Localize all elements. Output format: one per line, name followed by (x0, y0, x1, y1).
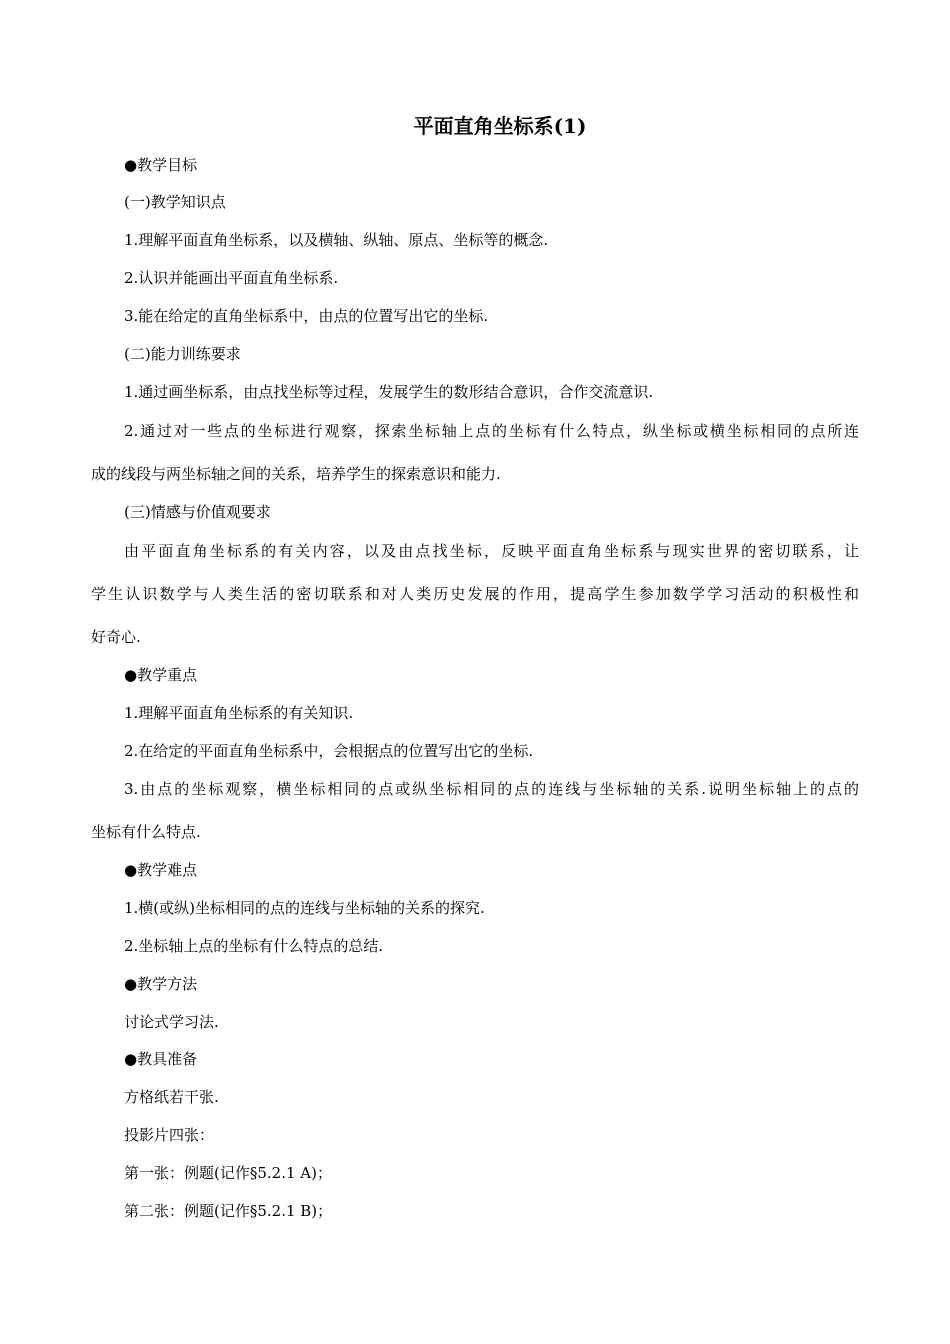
subsection-heading-ability-requirements: (二)能力训练要求 (124, 345, 241, 363)
subsection-heading-knowledge-points: (一)教学知识点 (124, 193, 226, 211)
paragraph-line: 第一张：例题(记作§5.2.1 A)； (124, 1164, 332, 1182)
section-heading-difficult-points: ●教学难点 (124, 861, 198, 879)
paragraph-line: 1.理解平面直角坐标系的有关知识. (124, 704, 354, 722)
paragraph-line: 学生认识数学与人类生活的密切联系和对人类历史发展的作用，提高学生参加数学学习活动的积极性和 (91, 585, 859, 603)
paragraph-line: 3.由点的坐标观察，横坐标相同的点或纵坐标相同的点的连线与坐标轴的关系.说明坐标轴上的点的 (124, 780, 859, 798)
section-heading-teaching-objectives: ●教学目标 (124, 156, 198, 174)
paragraph-line: 投影片四张： (124, 1126, 215, 1144)
paragraph-line: 好奇心. (91, 628, 141, 646)
paragraph-line: 2.认识并能画出平面直角坐标系. (124, 269, 339, 287)
paragraph-line: 第二张：例题(记作§5.2.1 B)； (124, 1202, 333, 1220)
paragraph-line: 2.通过对一些点的坐标进行观察，探索坐标轴上点的坐标有什么特点，纵坐标或横坐标相同的点所连 (124, 422, 859, 440)
paragraph-line: 坐标有什么特点. (91, 823, 201, 841)
paragraph-line: 成的线段与两坐标轴之间的关系，培养学生的探索意识和能力. (91, 465, 501, 483)
paragraph-line: 1.理解平面直角坐标系，以及横轴、纵轴、原点、坐标等的概念. (124, 231, 549, 249)
paragraph-line: 2.坐标轴上点的坐标有什么特点的总结. (124, 937, 384, 955)
section-heading-key-points: ●教学重点 (124, 666, 198, 684)
subsection-heading-emotion-values: (三)情感与价值观要求 (124, 503, 271, 521)
section-heading-teaching-method: ●教学方法 (124, 975, 198, 993)
paragraph-line: 1.横(或纵)坐标相同的点的连线与坐标轴的关系的探究. (124, 899, 485, 917)
section-heading-teaching-aids: ●教具准备 (124, 1050, 198, 1068)
paragraph-line: 讨论式学习法. (124, 1013, 219, 1031)
paragraph-line: 方格纸若干张. (124, 1088, 219, 1106)
paragraph-line: 由平面直角坐标系的有关内容，以及由点找坐标，反映平面直角坐标系与现实世界的密切联系，让 (124, 542, 859, 560)
paragraph-line: 2.在给定的平面直角坐标系中，会根据点的位置写出它的坐标. (124, 742, 534, 760)
paragraph-line: 3.能在给定的直角坐标系中，由点的位置写出它的坐标. (124, 307, 489, 325)
paragraph-line: 1.通过画坐标系，由点找坐标等过程，发展学生的数形结合意识，合作交流意识. (124, 383, 654, 401)
document-title: 平面直角坐标系(1) (413, 114, 587, 138)
